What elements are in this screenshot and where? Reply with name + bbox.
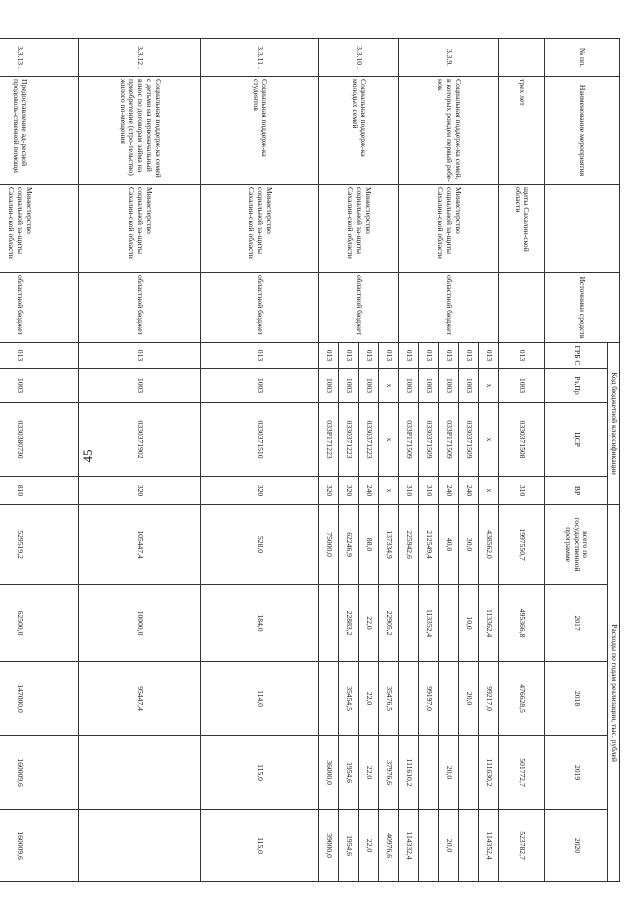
cell-total: 137334,9	[379, 505, 399, 585]
cell-2017: 22905,2	[379, 585, 399, 662]
cell-grbs: 013	[399, 343, 419, 369]
cell-2019: 160009,6	[0, 736, 79, 810]
header-2019: 2019	[545, 736, 608, 810]
cell-vr: 320	[339, 477, 359, 505]
cell-2019: 37976,6	[379, 736, 399, 810]
cell-2020: 20,0	[439, 810, 459, 882]
cell-2018	[399, 662, 419, 736]
cell-vr: x	[379, 477, 399, 505]
cell-rzpr: 1003	[79, 369, 201, 403]
table-row	[379, 39, 399, 882]
table-row	[479, 39, 499, 882]
cell-2018: 95447,4	[79, 662, 201, 736]
cell-rzpr: 1003	[339, 369, 359, 403]
table-row	[201, 39, 319, 882]
cell-2020: 114332,4	[399, 810, 419, 882]
cell-exec: Министерство социальной за-щиты Сахалин-ской области	[319, 185, 399, 273]
cell-vr: 240	[439, 477, 459, 505]
cell-name: трех лет	[499, 77, 545, 185]
cell-no: 3.3.12 .	[79, 39, 201, 77]
cell-2020: 22,0	[359, 810, 379, 882]
table-row	[499, 39, 545, 882]
header-budget-code: Код бюджетной классификации	[608, 343, 620, 505]
cell-grbs: 013	[479, 343, 499, 369]
cell-grbs: 013	[319, 343, 339, 369]
cell-grbs: 013	[459, 343, 479, 369]
cell-vr: 320	[79, 477, 201, 505]
cell-2020	[459, 810, 479, 882]
cell-2019: 1954,6	[339, 736, 359, 810]
cell-csr: 0330371223	[359, 403, 379, 477]
cell-2019	[459, 736, 479, 810]
cell-total: 529519,2	[0, 505, 79, 585]
cell-2019: 111610,2	[399, 736, 419, 810]
header-grbs: ГРБ С	[545, 343, 608, 369]
cell-2019: 115,0	[201, 736, 319, 810]
cell-rzpr: 1003	[419, 369, 439, 403]
cell-exec: щиты Сахалин-ской области	[499, 185, 545, 273]
cell-grbs: 013	[439, 343, 459, 369]
cell-2019: 111630,2	[479, 736, 499, 810]
cell-csr: 0330371510	[201, 403, 319, 477]
header-2020: 2020	[545, 810, 608, 882]
cell-2020: 114352,4	[479, 810, 499, 882]
cell-source: областной бюджет	[399, 273, 499, 343]
cell-csr: 0330371223	[339, 403, 359, 477]
cell-name: Предоставление ад-ресной продоволь-ственной помощи	[0, 77, 79, 185]
cell-2017	[439, 585, 459, 662]
cell-no: 3.3.10 .	[319, 39, 399, 77]
rotated-page	[7, 38, 620, 881]
cell-2018: 476628,5	[499, 662, 545, 736]
cell-2018: 114,0	[201, 662, 319, 736]
header-no: № пп.	[545, 39, 620, 77]
cell-vr: 810	[0, 477, 79, 505]
cell-total: 225942,6	[399, 505, 419, 585]
cell-source: областной бюджет	[79, 273, 201, 343]
cell-2018: 99197,0	[419, 662, 439, 736]
cell-2020: 1954,6	[339, 810, 359, 882]
header-2018: 2018	[545, 662, 608, 736]
cell-vr: 240	[459, 477, 479, 505]
cell-rzpr: 1003	[359, 369, 379, 403]
cell-rzpr: 1003	[499, 369, 545, 403]
header-csr: ЦСР	[545, 403, 608, 477]
cell-csr: 0330371509	[419, 403, 439, 477]
cell-rzpr: 1003	[399, 369, 419, 403]
cell-2020	[79, 810, 201, 882]
cell-vr: x	[479, 477, 499, 505]
cell-vr: 310	[499, 477, 545, 505]
cell-rzpr: 1003	[459, 369, 479, 403]
cell-no: 3.3.9.	[399, 39, 499, 77]
cell-vr: 240	[359, 477, 379, 505]
cell-total: 75000,0	[319, 505, 339, 585]
cell-name: Социальная поддерж-ка семей, в которых рожден первый ребе-нок	[399, 77, 499, 185]
table-row	[0, 39, 79, 882]
table-header	[545, 39, 620, 882]
cell-2018: 147000,0	[0, 662, 79, 736]
expenses-table	[0, 38, 620, 882]
cell-grbs: 013	[339, 343, 359, 369]
cell-name: Социальная поддерж-ка молодых семей	[319, 77, 399, 185]
cell-2020: 160009,6	[0, 810, 79, 882]
cell-csr: 033P171223	[319, 403, 339, 477]
cell-csr: 0330371509	[459, 403, 479, 477]
cell-rzpr: 1003	[201, 369, 319, 403]
cell-grbs: 013	[419, 343, 439, 369]
cell-grbs: 013	[379, 343, 399, 369]
cell-csr: x	[379, 403, 399, 477]
cell-total: 30,0	[459, 505, 479, 585]
header-rzpr: Рз,Пр	[545, 369, 608, 403]
cell-grbs: 013	[0, 343, 79, 369]
cell-2017	[399, 585, 419, 662]
cell-rzpr: 1003	[319, 369, 339, 403]
header-total: всего по государственной программе	[545, 505, 608, 585]
cell-csr: 033P171509	[399, 403, 419, 477]
cell-total: 528,0	[201, 505, 319, 585]
cell-2019	[79, 736, 201, 810]
cell-vr: 310	[419, 477, 439, 505]
header-vr: ВР	[545, 477, 608, 505]
header-name: Наименование мероприятия	[545, 77, 620, 185]
cell-vr: 310	[399, 477, 419, 505]
cell-vr: 320	[201, 477, 319, 505]
cell-2019: 22,0	[359, 736, 379, 810]
cell-no: 3.3.13 .	[0, 39, 79, 77]
cell-csr: 033P171509	[439, 403, 459, 477]
cell-total: 105447,4	[79, 505, 201, 585]
cell-2020: 523782,7	[499, 810, 545, 882]
cell-vr: 320	[319, 477, 339, 505]
cell-2017: 10,0	[459, 585, 479, 662]
cell-2019: 20,0	[439, 736, 459, 810]
cell-2020: 40976,6	[379, 810, 399, 882]
cell-csr: 0330371508	[499, 403, 545, 477]
cell-2017: 113352,4	[419, 585, 439, 662]
cell-2017: 22,0	[359, 585, 379, 662]
cell-no	[499, 39, 545, 77]
cell-rzpr: x	[479, 369, 499, 403]
cell-total: 212549,4	[419, 505, 439, 585]
cell-2017: 22883,2	[339, 585, 359, 662]
cell-csr: 0330380730	[0, 403, 79, 477]
cell-2017: 62500,0	[0, 585, 79, 662]
header-exec	[545, 185, 620, 273]
cell-exec: Министерство социальной за-щиты Сахалин-ской области	[0, 185, 79, 273]
cell-rzpr: x	[379, 369, 399, 403]
cell-rzpr: 1003	[0, 369, 79, 403]
cell-source: областной бюджет	[319, 273, 399, 343]
cell-2017: 113362,4	[479, 585, 499, 662]
cell-2017: 10000,0	[79, 585, 201, 662]
header-expenses: Расходы по годам реализации, тыс. рублей	[608, 505, 620, 882]
cell-exec: Министерство социальной за-щиты Сахалин-ской области	[79, 185, 201, 273]
cell-grbs: 013	[359, 343, 379, 369]
cell-2019: 501772,7	[499, 736, 545, 810]
cell-total: 88,0	[359, 505, 379, 585]
cell-exec: Министерство социальной за-щиты Сахалин-ской области	[201, 185, 319, 273]
cell-grbs: 013	[499, 343, 545, 369]
cell-2018	[439, 662, 459, 736]
cell-2018: 20,0	[459, 662, 479, 736]
table-body	[0, 39, 545, 882]
cell-grbs: 013	[201, 343, 319, 369]
cell-2019: 36000,0	[319, 736, 339, 810]
cell-csr: 0330371902	[79, 403, 201, 477]
cell-2018: 35476,5	[379, 662, 399, 736]
cell-csr: x	[479, 403, 499, 477]
cell-name: Социальная поддерж-ка семей с детьми на первоначальный взнос по договорам займа на приобретение (стро-тельство) жилого по-мещения	[79, 77, 201, 185]
cell-2018: 22,0	[359, 662, 379, 736]
cell-exec: Министерство социальной за-щиты Сахалин-ской области	[399, 185, 499, 273]
cell-rzpr: 1003	[439, 369, 459, 403]
page-number: 45	[80, 449, 95, 463]
cell-2018	[319, 662, 339, 736]
cell-2020: 39000,0	[319, 810, 339, 882]
cell-total: 40,0	[439, 505, 459, 585]
table-row	[79, 39, 201, 882]
cell-total: 62246,9	[339, 505, 359, 585]
cell-source	[499, 273, 545, 343]
cell-2019	[419, 736, 439, 810]
cell-no: 3.3.11 .	[201, 39, 319, 77]
cell-2018: 99217,0	[479, 662, 499, 736]
cell-source: областной бюджет	[201, 273, 319, 343]
cell-2018: 35454,5	[339, 662, 359, 736]
cell-2020: 115,0	[201, 810, 319, 882]
cell-2017: 495366,8	[499, 585, 545, 662]
cell-total: 438562,0	[479, 505, 499, 585]
cell-2017: 184,0	[201, 585, 319, 662]
cell-grbs: 013	[79, 343, 201, 369]
cell-2020	[419, 810, 439, 882]
header-source: Источники средств	[545, 273, 620, 343]
cell-name: Социальная поддерж-ка студентов	[201, 77, 319, 185]
header-2017: 2017	[545, 585, 608, 662]
cell-source: областной бюджет	[0, 273, 79, 343]
cell-2017	[319, 585, 339, 662]
cell-total: 1997550,7	[499, 505, 545, 585]
